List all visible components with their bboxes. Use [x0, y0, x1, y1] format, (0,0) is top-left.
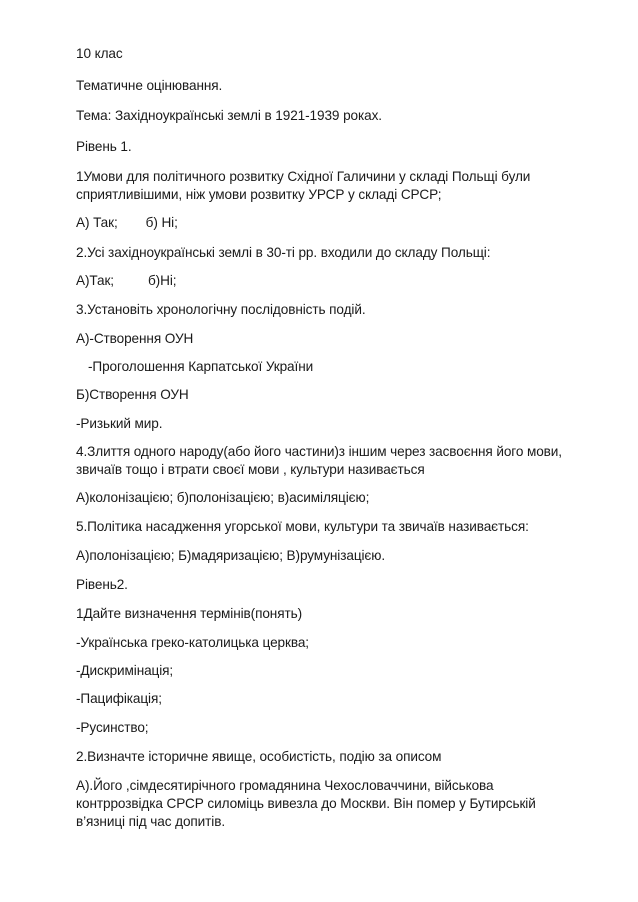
question4-line1: 4.Злиття одного народу(або його частини)з іншим через засвоєння його мови,	[76, 444, 562, 459]
level2-question2-a-line3: в’язниці під час допитів.	[76, 814, 226, 829]
assessment-title: Тематичне оцінювання.	[76, 78, 223, 93]
question3-text: 3.Установіть хронологічну послідовність подій.	[76, 302, 366, 317]
question5-options: А)полонізацією; Б)мадяризацією; В)румунізацією.	[76, 548, 386, 563]
question2-options	[76, 272, 176, 290]
term-pacification: -Пацифікація;	[76, 691, 162, 706]
question4-options: А)колонізацією; б)полонізацією; в)асиміляцією;	[76, 490, 370, 505]
question2-option-b: б)Ні;	[147, 273, 177, 288]
question2-option-a: А)Так;	[76, 273, 114, 288]
level1-heading: Рівень 1.	[76, 139, 132, 154]
term-ugcc: -Українська греко-католицька церква;	[76, 635, 309, 650]
level2-question2-a-line1: А).Його ,сімдесятирічного громадянина Чехословаччини, військова	[76, 778, 494, 793]
question3-variant-a-line2: -Проголошення Карпатської України	[88, 359, 314, 374]
question1-options	[76, 214, 178, 232]
level2-question2-a-line2: контррозвідка СРСР силоміць вивезла до Москви. Він помер у Бутирській	[76, 796, 536, 811]
term-discrimination: -Дискримінація;	[76, 663, 174, 678]
question1-line1: 1Умови для політичного розвитку Східної Галичини у складі Польщі були	[76, 169, 531, 184]
term-rusynism: -Русинство;	[76, 720, 149, 735]
question5-text: 5.Політика насадження угорської мови, культури та звичаїв називається:	[76, 519, 529, 534]
topic-line: Тема: Західноукраїнські землі в 1921-1939 роках.	[76, 108, 382, 123]
question1-option-b: б) Ні;	[145, 215, 178, 230]
level2-question1-text: 1Дайте визначення термінів(понять)	[76, 606, 303, 621]
question3-variant-b-line2: -Ризький мир.	[76, 416, 163, 431]
question4-line2: звичаїв тощо і втрати своєї мови , культури називається	[76, 462, 425, 477]
level2-question2-text: 2.Визначте історичне явище, особистість, подію за описом	[76, 749, 442, 764]
question2-text: 2.Усі західноукраїнські землі в 30-ті рр. входили до складу Польщі:	[76, 245, 491, 260]
question3-variant-b-line1: Б)Створення ОУН	[76, 387, 189, 402]
level2-heading: Рівень2.	[76, 577, 128, 592]
question1-line2: сприятливішими, ніж умови розвитку УРСР у складі СРСР;	[76, 187, 442, 202]
question3-variant-a-line1: А)-Створення ОУН	[76, 331, 194, 346]
question1-option-a: А) Так;	[76, 215, 118, 230]
grade-label: 10 клас	[76, 46, 123, 61]
